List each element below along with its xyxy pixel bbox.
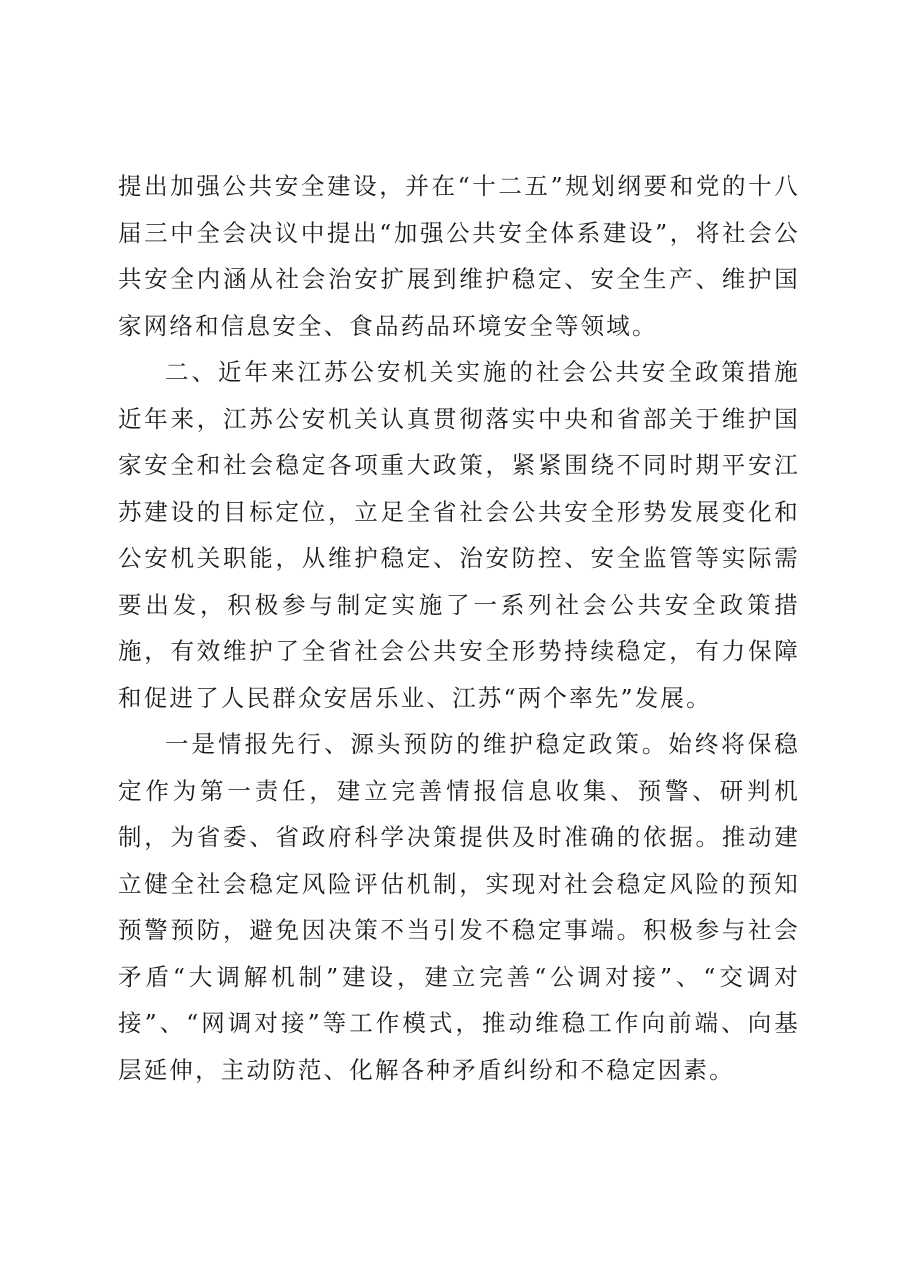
paragraph-section-two: 二、近年来江苏公安机关实施的社会公共安全政策措施近年来，江苏公安机关认真贯彻落实中央和省部关于维护国家安全和社会稳定各项重大政策，紧紧围绕不同时期平安江苏建设的目标定位，立足全省社会公共安全形势发展变化和公安机关职能，从维护稳定、治安防控、安全监管等实际需要出发，积极参与制定实施了一系列社会公共安全政策措施，有效维护了全省社会公共安全形势持续稳定，有力保障和促进了人民群众安居乐业、江苏“两个率先”发展。: [118, 358, 800, 712]
paragraph-stability-policy: 一是情报先行、源头预防的维护稳定政策。始终将保稳定作为第一责任，建立完善情报信息收集、预警、研判机制，为省委、省政府科学决策提供及时准确的依据。推动建立健全社会稳定风险评估机制，实现对社会稳定风险的预知预警预防，避免因决策不当引发不稳定事端。积极参与社会矛盾“大调解机制”建设，建立完善“公调对接”、“交调对接”、“网调对接”等工作模式，推动维稳工作向前端、向基层延伸，主动防范、化解各种矛盾纠纷和不稳定因素。: [118, 730, 800, 1084]
paragraph-continuation: 提出加强公共安全建设，并在“十二五”规划纲要和党的十八届三中全会决议中提出“加强公共安全体系建设”，将社会公共安全内涵从社会治安扩展到维护稳定、安全生产、维护国家网络和信息安全、食品药品环境安全等领域。: [118, 172, 800, 340]
document-body: [118, 163, 800, 1093]
